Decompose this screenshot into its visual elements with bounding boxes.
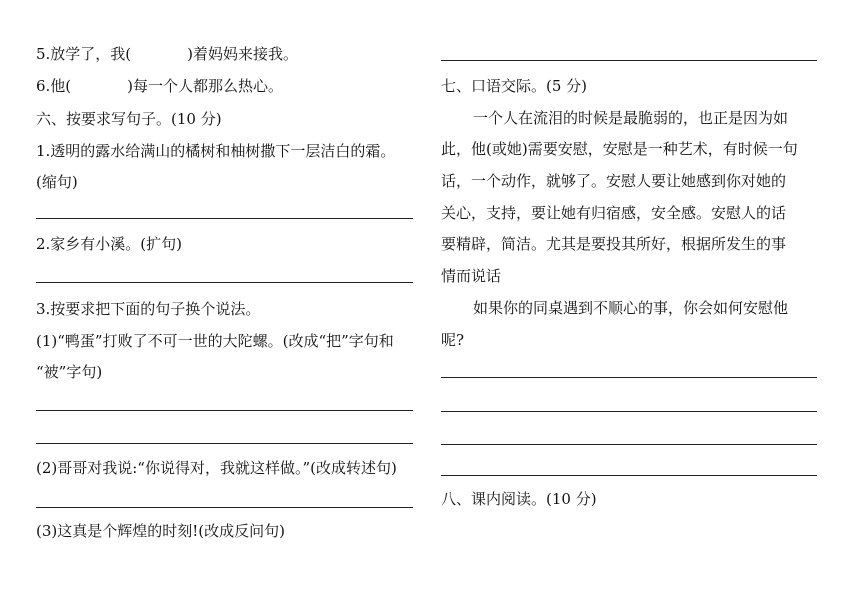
sentence-1-line-1: 1.透明的露水给满山的橘树和柚树撒下一层洁白的霜。 [36,142,396,160]
sentence-3-2: (2)哥哥对我说:“你说得对，我就这样做。”(改成转述句) [36,459,397,477]
paragraph-line: 此，他(或她)需要安慰，安慰是一种艺术，有时候一句 [441,140,798,158]
answer-line[interactable] [36,218,413,219]
sentence-3-1-line-1: (1)“鸭蛋”打败了不可一世的大陀螺。(改成“把”字句和 [36,332,394,350]
question-6 [36,76,283,96]
paragraph-line: 关心，支持，要让她有归宿感，安全感。安慰人的话 [441,204,787,222]
sentence-3-3: (3)这真是个辉煌的时刻!(改成反问句) [36,522,285,540]
paragraph-line: 要精辟，简洁。尤其是要投其所好，根据所发生的事 [441,235,787,253]
section-8-title: 八、课内阅读。(10 分) [441,490,597,508]
question-5-text-b: )着妈妈来接我。 [187,45,299,63]
sentence-1-line-2: (缩句) [36,173,78,191]
question-5 [36,44,298,64]
answer-line[interactable] [441,411,817,412]
sentence-3-instruction: 3.按要求把下面的句子换个说法。 [36,300,261,318]
sentence-3-1-line-2: “被”字句) [36,363,103,381]
answer-line[interactable] [441,475,817,476]
question-line: 呢? [441,331,465,349]
answer-line[interactable] [36,507,413,508]
answer-line[interactable] [36,443,413,444]
section-6-title: 六、按要求写句子。(10 分) [36,110,222,128]
answer-line[interactable] [36,282,413,283]
question-6-text-b: )每一个人都那么热心。 [127,77,284,95]
sentence-2: 2.家乡有小溪。(扩句) [36,235,183,253]
answer-line[interactable] [441,60,817,61]
paragraph-line: 话，一个动作，就够了。安慰人要让她感到你对她的 [441,172,787,190]
answer-line[interactable] [441,444,817,445]
question-line: 如果你的同桌遇到不顺心的事，你会如何安慰他 [473,299,789,317]
answer-line[interactable] [36,410,413,411]
paragraph-line: 情而说话 [441,267,502,285]
question-6-text-a: 6.他( [36,77,72,95]
answer-line[interactable] [441,377,817,378]
question-5-text-a: 5.放学了，我( [36,45,132,63]
section-7-title: 七、口语交际。(5 分) [441,77,588,95]
paragraph-line: 一个人在流泪的时候是最脆弱的，也正是因为如 [473,109,789,127]
